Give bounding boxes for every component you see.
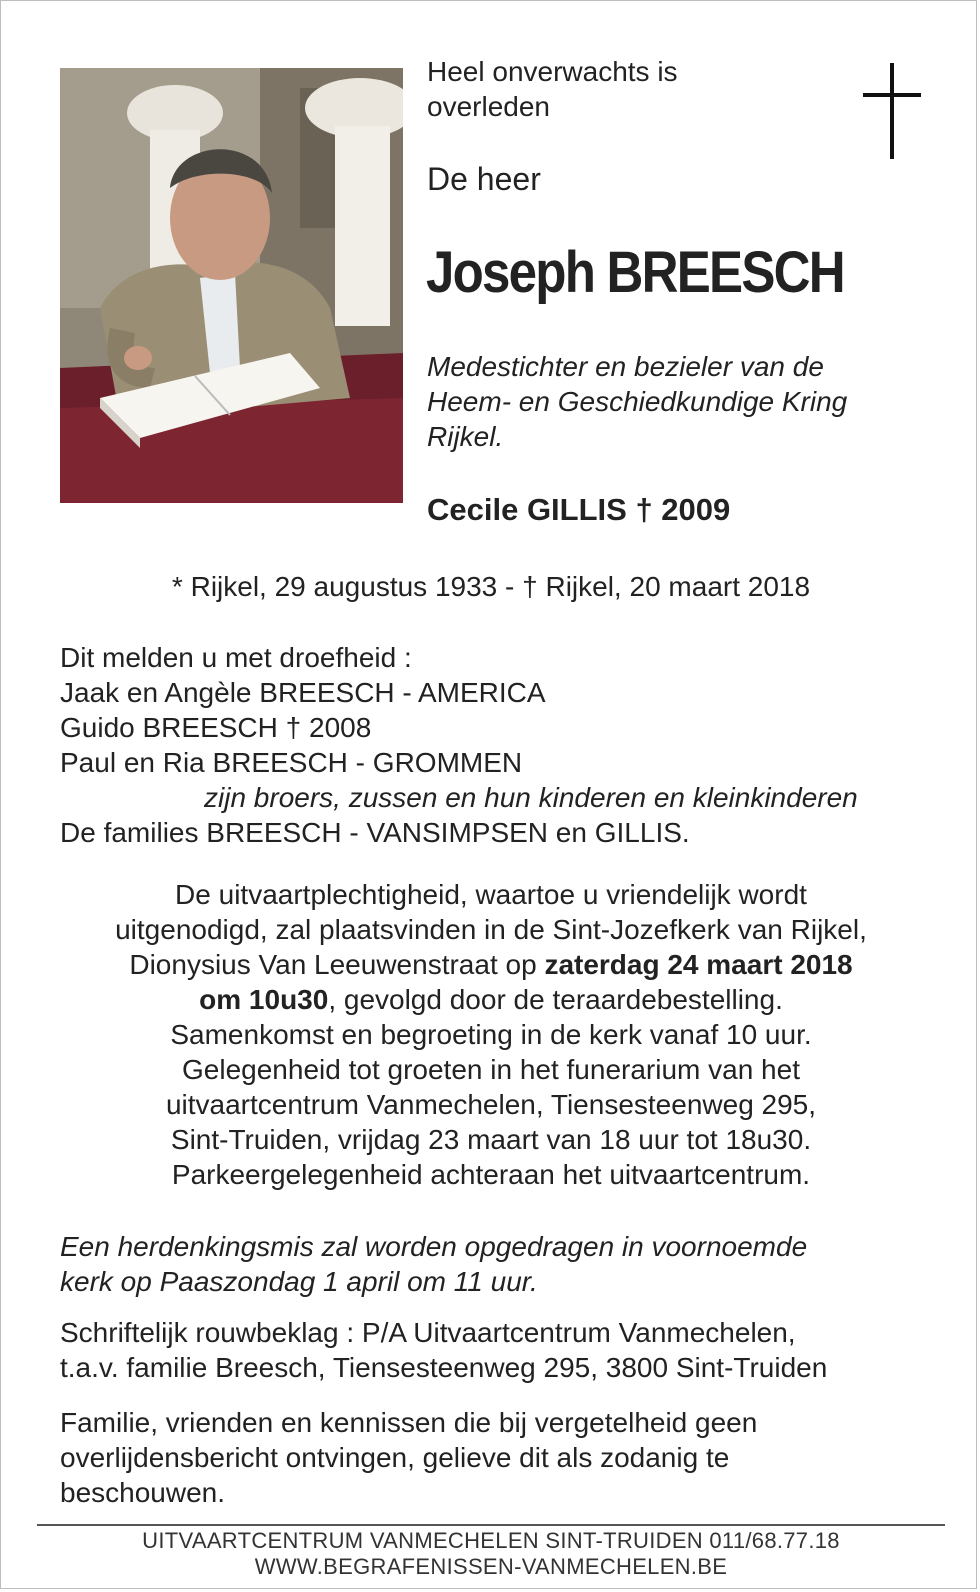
announcement-lead: Dit melden u met droefheid : bbox=[60, 642, 412, 673]
spouse-name: Cecile GILLIS † 2009 bbox=[427, 492, 731, 527]
deceased-description bbox=[427, 349, 927, 454]
family-member: Paul en Ria BREESCH - GROMMEN bbox=[60, 747, 523, 778]
ceremony-line: uitgenodigd, zal plaatsvinden in de Sint-Jozefkerk van Rijkel, bbox=[115, 914, 867, 945]
ceremony-line: Gelegenheid tot groeten in het funerarium van het bbox=[182, 1054, 800, 1085]
footer-website: WWW.BEGRAFENISSEN-VANMECHELEN.BE bbox=[254, 1554, 728, 1579]
description-line-2: Heem- en Geschiedkundige Kring bbox=[427, 386, 848, 417]
portrait-photo bbox=[60, 68, 403, 503]
memorial-line: kerk op Paaszondag 1 april om 11 uur. bbox=[60, 1266, 538, 1297]
condolence-line: Schriftelijk rouwbeklag : P/A Uitvaartcentrum Vanmechelen, bbox=[60, 1317, 796, 1348]
intro-text bbox=[427, 54, 747, 124]
ceremony-line bbox=[41, 947, 941, 982]
family-member: Jaak en Angèle BREESCH - AMERICA bbox=[60, 677, 546, 708]
footer-contact: UITVAARTCENTRUM VANMECHELEN SINT-TRUIDEN 011/68.77.18 bbox=[142, 1528, 840, 1553]
description-line-3: Rijkel. bbox=[427, 421, 504, 452]
ceremony-details bbox=[41, 877, 941, 1192]
ceremony-line: De uitvaartplechtigheid, waartoe u vriendelijk wordt bbox=[175, 879, 807, 910]
ceremony-time: om 10u30 bbox=[199, 984, 329, 1015]
intro-line-2: overleden bbox=[427, 91, 550, 122]
ceremony-date: zaterdag 24 maart 2018 bbox=[544, 949, 853, 980]
memorial-mass bbox=[60, 1229, 950, 1299]
description-line-1: Medestichter en bezieler van de bbox=[427, 351, 824, 382]
intro-line-1: Heel onverwachts is bbox=[427, 56, 678, 87]
birth-death-dates: * Rijkel, 29 augustus 1933 - † Rijkel, 20 maart 2018 bbox=[171, 571, 811, 602]
ceremony-location: Dionysius Van Leeuwenstraat op bbox=[129, 949, 545, 980]
ceremony-line: Sint-Truiden, vrijdag 23 maart van 18 uur tot 18u30. bbox=[170, 1124, 812, 1155]
ceremony-line: uitvaartcentrum Vanmechelen, Tiensesteenweg 295, bbox=[165, 1089, 817, 1120]
memorial-line: Een herdenkingsmis zal worden opgedragen in voornoemde bbox=[60, 1231, 808, 1262]
ceremony-line: Parkeergelegenheid achteraan het uitvaartcentrum. bbox=[171, 1159, 811, 1190]
announcement bbox=[60, 640, 940, 850]
ceremony-line bbox=[41, 982, 941, 1017]
condolence-address bbox=[60, 1315, 950, 1385]
families-line: De families BREESCH - VANSIMPSEN en GILLIS. bbox=[60, 817, 690, 848]
honorific: De heer bbox=[427, 161, 541, 197]
deceased-name: Joseph BREESCH bbox=[426, 240, 844, 305]
family-member: Guido BREESCH † 2008 bbox=[60, 712, 372, 743]
note-line: beschouwen. bbox=[60, 1477, 226, 1508]
ceremony-line: Samenkomst en begroeting in de kerk vanaf 10 uur. bbox=[170, 1019, 812, 1050]
condolence-line: t.a.v. familie Breesch, Tiensesteenweg 295, 3800 Sint-Truiden bbox=[60, 1352, 828, 1383]
notice-disclaimer bbox=[60, 1405, 940, 1510]
ceremony-burial: , gevolgd door de teraardebestelling. bbox=[328, 984, 783, 1015]
latin-cross-icon bbox=[863, 63, 923, 159]
footer-divider bbox=[37, 1524, 945, 1526]
note-line: overlijdensbericht ontvingen, gelieve dit als zodanig te bbox=[60, 1442, 730, 1473]
funeral-home-footer bbox=[1, 1528, 980, 1580]
note-line: Familie, vrienden en kennissen die bij vergetelheid geen bbox=[60, 1407, 758, 1438]
relatives-line: zijn broers, zussen en hun kinderen en kleinkinderen bbox=[204, 782, 858, 813]
